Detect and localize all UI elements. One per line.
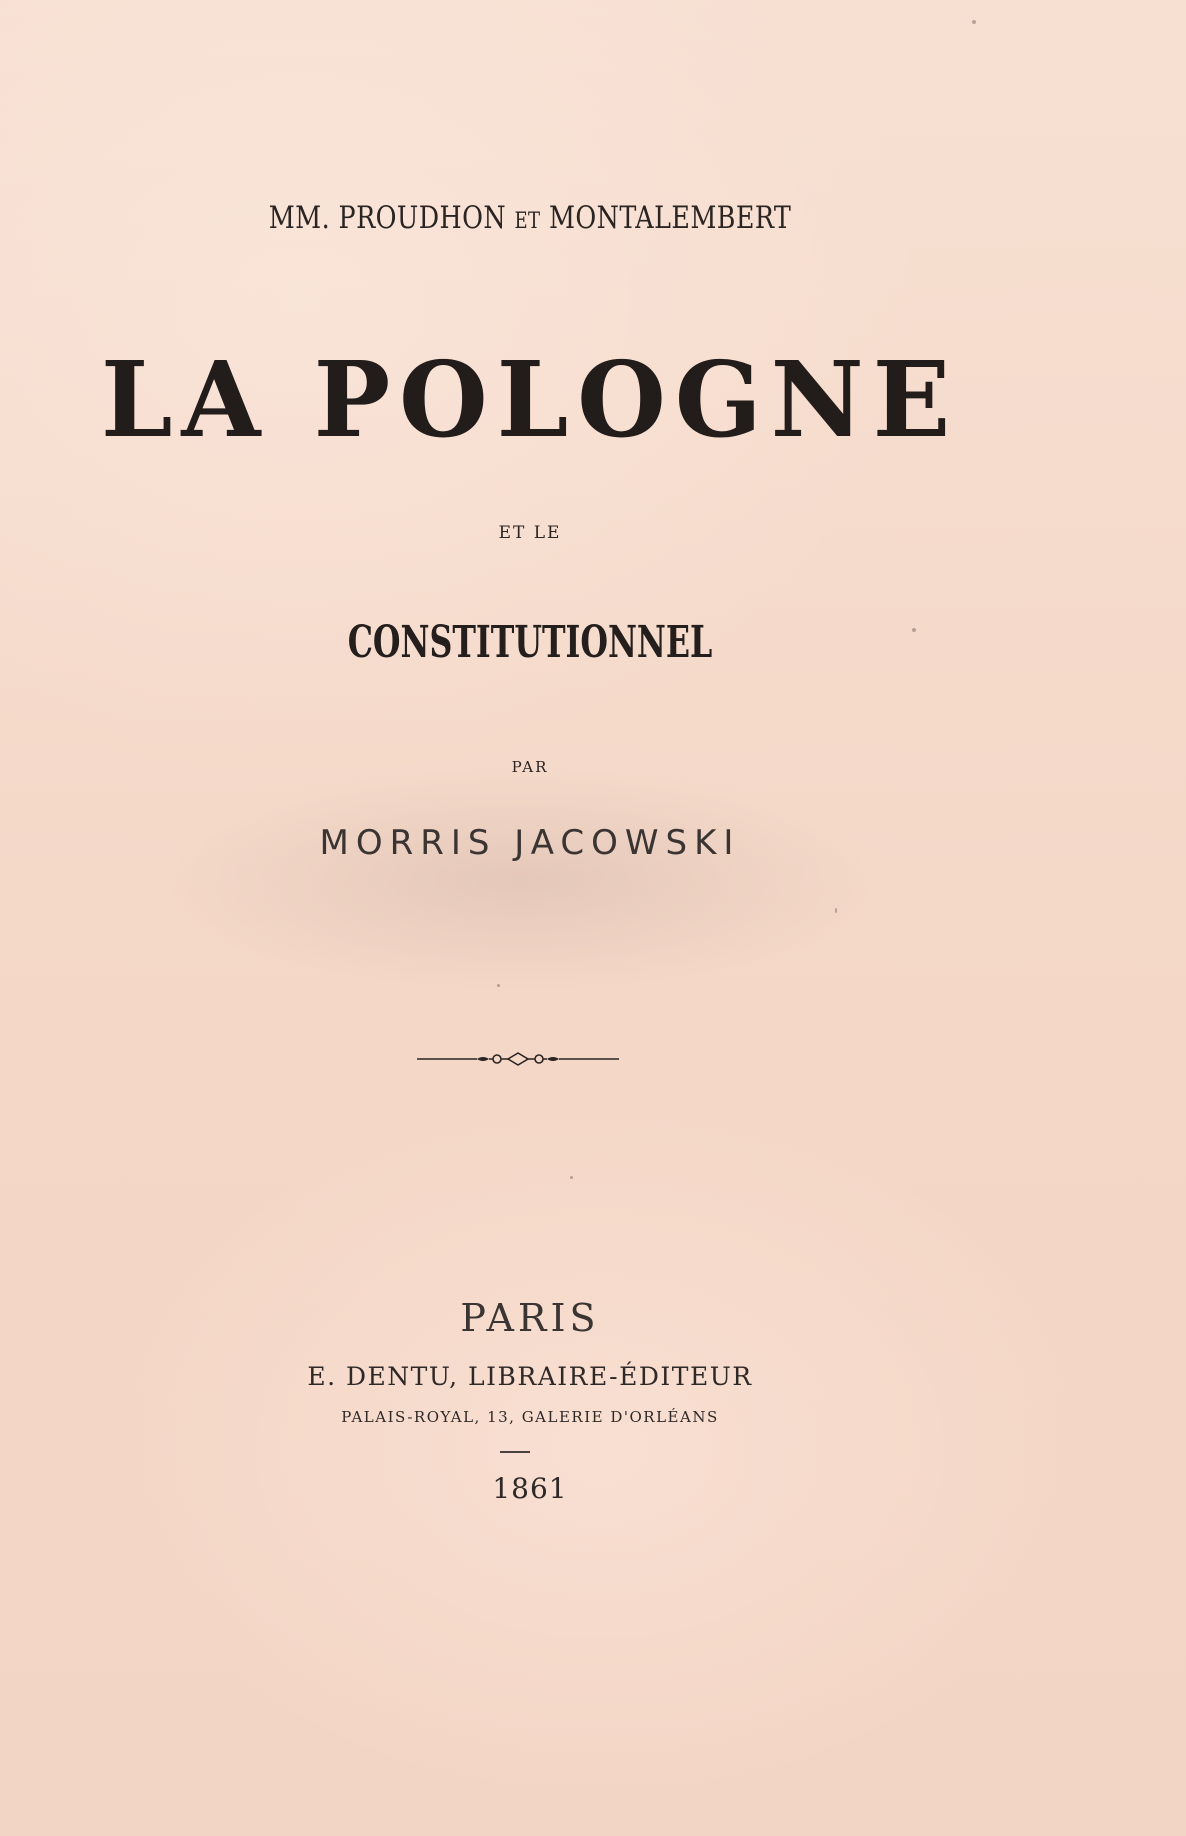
- paper-speck: [972, 20, 976, 24]
- main-title: LA POLOGNE: [100, 338, 960, 461]
- imprint-publisher: E. DENTU, LIBRAIRE-ÉDITEUR: [307, 1362, 753, 1391]
- connector-text: ET LE: [498, 523, 562, 543]
- ornamental-divider-icon: [417, 1048, 619, 1070]
- paper-speck: [570, 1176, 573, 1179]
- paper-speck: [835, 908, 837, 913]
- short-rule: [500, 1451, 530, 1453]
- author-name: MORRIS JACOWSKI: [319, 823, 741, 863]
- by-text: PAR: [511, 758, 549, 776]
- subtitle: CONSTITUTIONNEL: [347, 617, 713, 668]
- authors-conjunction: ET: [514, 209, 541, 234]
- imprint-city: PARIS: [460, 1296, 600, 1340]
- imprint-address: PALAIS-ROYAL, 13, GALERIE D'ORLÉANS: [341, 1408, 719, 1426]
- paper-speck: [912, 628, 916, 632]
- imprint-year: 1861: [492, 1472, 568, 1505]
- authors-part1: MM. PROUDHON: [268, 200, 506, 236]
- paper-speck: [497, 984, 500, 987]
- authors-line: [95, 200, 964, 236]
- authors-part2: MONTALEMBERT: [548, 200, 792, 236]
